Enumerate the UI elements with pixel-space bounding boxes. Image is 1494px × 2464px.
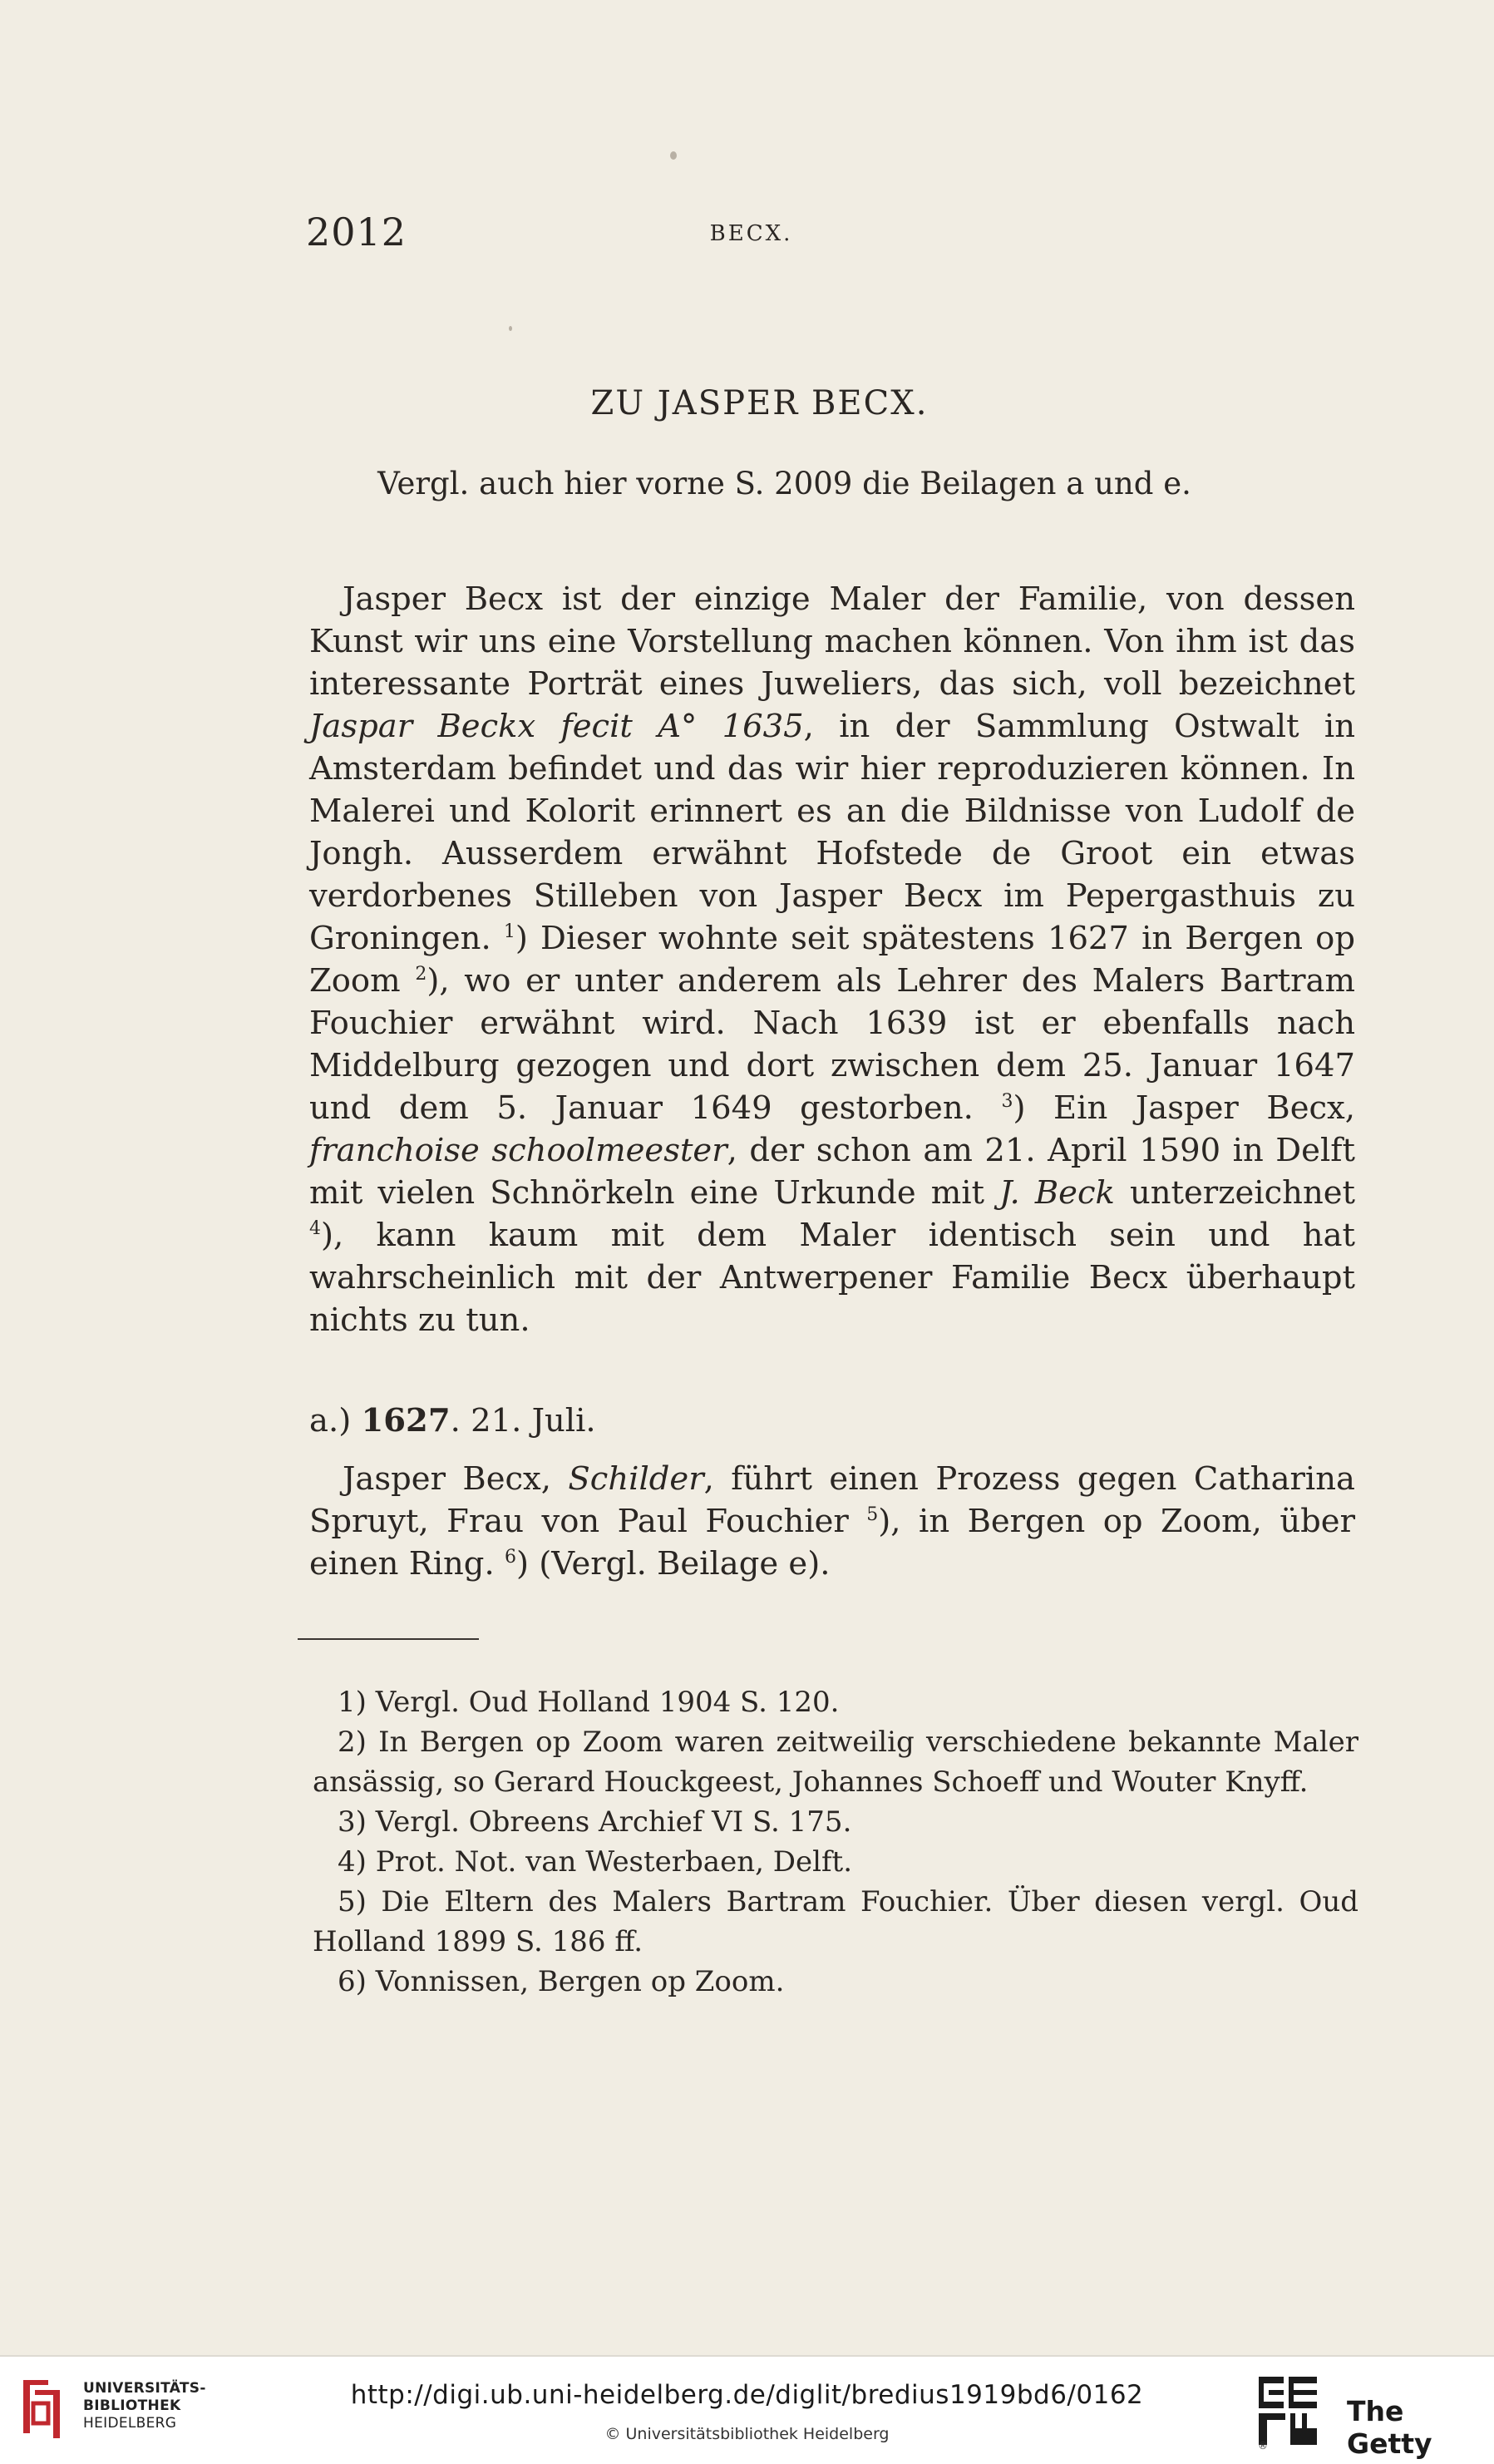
paper-speck	[670, 151, 677, 160]
article-subtitle: Vergl. auch hier vorne S. 2009 die Beilagen a und e.	[377, 466, 1191, 501]
permalink-url[interactable]: http://digi.ub.uni-heidelberg.de/diglit/bredius1919bd6/0162	[350, 2380, 1144, 2410]
footnote-item: 4) Prot. Not. van Westerbaen, Delft.	[338, 1845, 853, 1879]
italic-term: franchoise schoolmeester	[309, 1132, 727, 1169]
registered-mark: ®	[1258, 2440, 1268, 2452]
article-body	[309, 578, 1355, 1341]
italic-signature: J. Beck	[999, 1174, 1115, 1212]
footnote-item: 2) In Bergen op Zoom waren zeitweilig verschiedene bekannte Maler ansässig, so Gerard Houckgeest, Johannes Schoeff und Wouter Knyff.	[313, 1726, 1358, 1799]
article-title: ZU JASPER BECX.	[590, 384, 929, 422]
footnote-ref[interactable]: 6	[504, 1547, 516, 1568]
copyright-notice: © Universitätsbibliothek Heidelberg	[604, 2425, 890, 2443]
library-name: UNIVERSITÄTS- BIBLIOTHEK HEIDELBERG	[83, 2380, 206, 2432]
footnote-item: 1) Vergl. Oud Holland 1904 S. 120.	[338, 1686, 840, 1719]
footnote-ref[interactable]: 3	[1001, 1091, 1013, 1113]
footnote-divider	[298, 1638, 479, 1640]
section-a	[309, 1400, 1355, 1585]
footnote-ref[interactable]: 4	[309, 1218, 321, 1240]
getty-logo-icon[interactable]	[1257, 2375, 1320, 2447]
getty-label: The Getty	[1347, 2395, 1432, 2460]
footnote-ref[interactable]: 5	[866, 1504, 879, 1526]
footnote-ref[interactable]: 1	[503, 921, 515, 943]
footnote-item: 3) Vergl. Obreens Archief VI S. 175.	[338, 1805, 852, 1839]
viewer-footer	[0, 2355, 1494, 2464]
signature-quote: Jaspar Beckx fecit A° 1635	[309, 708, 804, 745]
paper-speck	[509, 326, 512, 331]
page-number: 2012	[306, 210, 407, 254]
section-heading: a.) 1627. 21. Juli.	[309, 1402, 596, 1439]
running-title: BECX.	[709, 221, 793, 246]
section-paragraph: Jasper Becx, Schilder, führt einen Prozess gegen Catharina Spruyt, Frau von Paul Fouchier $^5$), in Bergen op Zoom, über einen Ring. $^6$) (Vergl. Beilage e).	[309, 1460, 1355, 1583]
footnotes	[313, 1682, 1358, 2002]
body-paragraph: Jasper Becx ist der einzige Maler der Familie, von dessen Kunst wir uns eine Vorstellung machen können. Von ihm ist das interessante Porträt eines Juweliers, das sich, voll bezeichnet Jaspar Beckx fecit A° 1635, in der Sammlung Ostwalt in Amsterdam befindet und das wir hier reproduzieren können. In Malerei und Kolorit erinnert es an die Bildnisse von Ludolf de Jongh. Ausserdem erwähnt Hofstede de Groot ein etwas verdorbenes Stilleben von Jasper Becx im Pepergasthuis zu Groningen. $^1$) Dieser wohnte seit spätestens 1627 in Bergen op Zoom $^2$), wo er unter anderem als Lehrer des Malers Bartram Fouchier erwähnt wird. Nach 1639 ist er ebenfalls nach Middelburg gezogen und dort zwischen dem 25. Januar 1647 und dem 5. Januar 1649 gestorben. $^3$) Ein Jasper Becx, franchoise schoolmeester, der schon am 21. April 1590 in Delft mit vielen Schnörkeln eine Urkunde mit J. Beck unterzeichnet $^4$), kann kaum mit dem Maler identisch sein und hat wahrscheinlich mit der Antwerpener Familie Becx überhaupt nichts zu tun.	[309, 580, 1356, 1339]
footnote-item: 6) Vonnissen, Bergen op Zoom.	[338, 1965, 785, 1998]
footnote-ref[interactable]: 2	[415, 964, 427, 985]
footnote-item: 5) Die Eltern des Malers Bartram Fouchier. Über diesen vergl. Oud Holland 1899 S. 186 ff.	[313, 1885, 1358, 1958]
